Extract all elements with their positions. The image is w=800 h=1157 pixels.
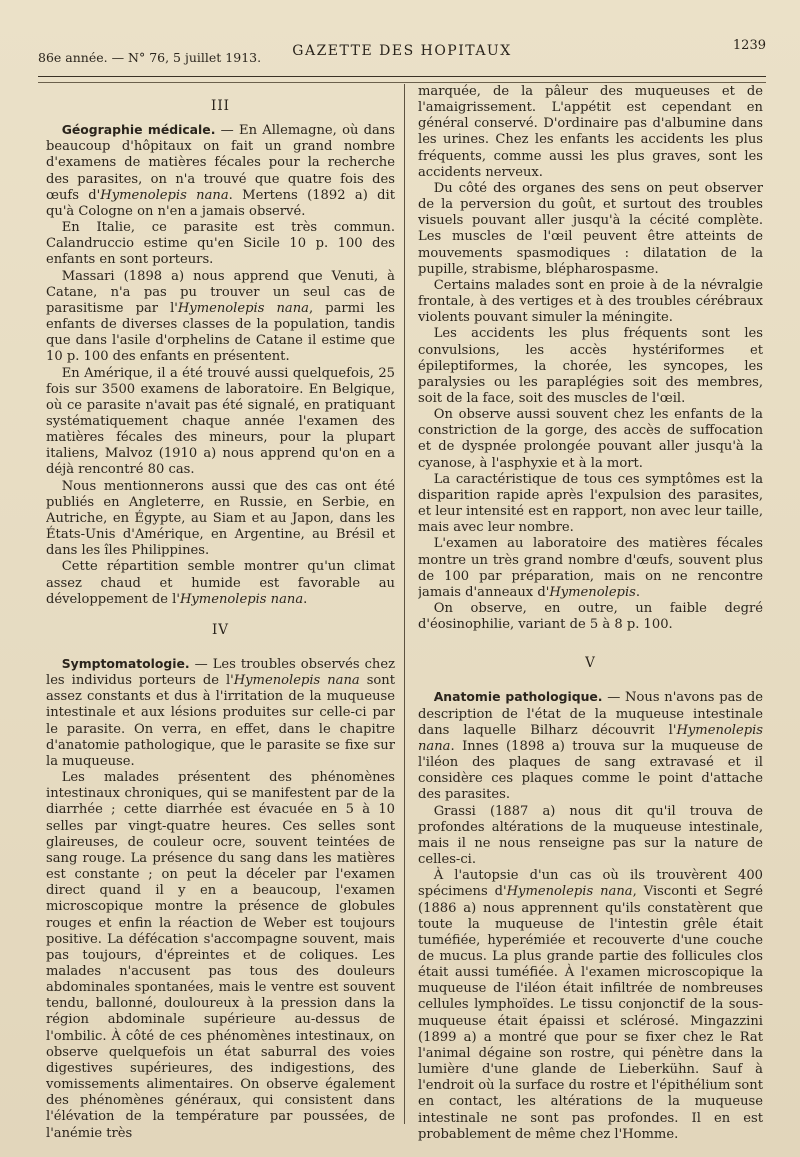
column-divider [404, 84, 405, 1124]
section-heading-iv: IV [211, 621, 230, 638]
paragraph: Du côté des organes des sens on peut observer de la perversion du goût, et surtout des troubles visuels pouvant aller jusqu'à la cécité complète. Les muscles de l'œil peuvent être atteints de mouvements spasmodiques : dilatation de la pupille, strabisme, blépharospasme. [418, 180, 763, 277]
page-number: 1239 [732, 38, 766, 53]
paragraph: On observe aussi souvent chez les enfants de la constriction de la gorge, des accès de suffocation et de dyspnée prolongée pouvant aller jusqu'à la cyanose, à l'asphyxie et à la mort. [418, 407, 763, 471]
section-lead-symptomatologie: Symptomatologie. [61, 656, 190, 671]
section-lead-geographie: Géographie médicale. [61, 122, 216, 138]
section-lead-anatomie: Anatomie pathologique. [433, 689, 603, 705]
paragraph: La caractéristique de tous ces symptômes est la disparition rapide après l'expulsion des parasites, et leur intensité est en rapport, non avec leur taille, mais avec leur nombre. [418, 471, 763, 536]
left-column [46, 84, 395, 1154]
paragraph: Anatomie pathologique. — Nous n'avons pas de description de l'état de la muqueuse intestinale dans laquelle Bilharz découvrit l'Hymenolepis nana. Innes (1898 a) trouva sur la muqueuse de l'iléon des plaques de sang extravasé et il considère ces plaques comme le point d'attache des parasites. [418, 689, 763, 803]
paragraph: Massari (1898 a) nous apprend que Venuti, à Catane, n'a pas pu trouver un seul cas de parasitisme par l'Hymenolepis nana, parmi les enfants de diverses classes de la population, tandis que dans l'asile d'orphelins de Catane il estime que 10 p. 100 des enfants en présentent. [46, 268, 395, 365]
paragraph: L'examen au laboratoire des matières fécales montre un très grand nombre d'œufs, souvent plus de 100 par préparation, mais on ne rencontre jamais d'anneaux d'Hymenolepis. [418, 536, 763, 600]
running-header [38, 38, 766, 77]
paragraph: Nous mentionnerons aussi que des cas ont été publiés en Angleterre, en Russie, en Serbie, en Autriche, en Égypte, au Siam et au Japon, dans les États-Unis d'Amérique, en Argentine, au Brésil et dans les îles Philippines. [46, 478, 395, 559]
issue-info: 86e année. — N° 76, 5 juillet 1913. [38, 50, 262, 65]
paragraph: À l'autopsie d'un cas où ils trouvèrent 400 spécimens d'Hymenolepis nana, Visconti et Segré (1886 a) nous apprennent qu'ils constatèrent que toute la muqueuse de l'intestin grêle était tuméfiée, hyperémiée et recouverte d'une couche de mucus. La plus grande partie des follicules clos était aussi tuméfiée. À l'examen microscopique la muqueuse de l'iléon était infiltrée de nombreuses cellules lymphoïdes. Le tissu conjonctif de la sous-muqueuse était épaissi et sclérosé. Mingazzini (1899 a) a montré que pour se fixer chez le Rat l'animal dégaine son rostre, qui pénètre dans la lumière d'une glande de Lieberkühn. Sauf à l'endroit où la surface du rostre et l'épithélium sont en contact, les altérations de la muqueuse intestinale ne sont pas profondes. Il en est probablement de même chez l'Homme. [418, 868, 763, 1142]
section-heading-iii: III [211, 98, 230, 114]
paragraph: Symptomatologie. — Les troubles observés chez les individus porteurs de l'Hymenolepis nana sont assez constants et dus à l'irritation de la muqueuse intestinale et aux lésions produites sur celle-ci par le parasite. On verra, en effet, dans le chapitre d'anatomie pathologique, que le parasite se fixe sur la muqueuse. [46, 656, 395, 769]
paragraph: Certains malades sont en proie à de la névralgie frontale, à des vertiges et à des troubles cérébraux violents pouvant simuler la méningite. [418, 277, 763, 326]
paragraph: En Italie, ce parasite est très commun. Calandruccio estime qu'en Sicile 10 p. 100 des enfants en sont porteurs. [46, 220, 395, 268]
section-heading-v: V [585, 655, 596, 672]
paragraph: En Amérique, il a été trouvé aussi quelquefois, 25 fois sur 3500 examens de laboratoire. En Belgique, où ce parasite n'avait pas été signalé, en pratiquant systématiquement chaque année l'examen des matières fécales des mineurs, pour la plupart italiens, Malvoz (1910 a) nous apprend qu'on en a déjà rencontré 80 cas. [46, 365, 395, 478]
paragraph: Les accidents les plus fréquents sont les convulsions, les accès hystériformes et épileptiformes, la chorée, les syncopes, les paralysies ou les paraplégies soit des membres, soit de la face, soit des muscles de l'œil. [418, 326, 763, 406]
paragraph: marquée, de la pâleur des muqueuses et de l'amaigrissement. L'appétit est cependant en général conservé. D'ordinaire pas d'albumine dans les urines. Chez les enfants les accidents les plus fréquents, comme aussi les plus graves, sont les accidents nerveux. [418, 84, 763, 180]
paragraph: Grassi (1887 a) nous dit qu'il trouva de profondes altérations de la muqueuse intestinale, mais il ne nous renseigne pas sur la nature de celles-ci. [418, 803, 763, 868]
paragraph: Les malades présentent des phénomènes intestinaux chroniques, qui se manifestent par de la diarrhée ; cette diarrhée est évacuée en 5 à 10 selles par vingt-quatre heures. Ces selles sont glaireuses, de couleur ocre, souvent teintées de sang rouge. La présence du sang dans les matières est constante ; on peut la déceler par l'examen direct quand il y en a beaucoup, l'examen microscopique montre la présence de globules rouges et enfin la réaction de Weber est toujours positive. La défécation s'accompagne souvent, mais pas toujours, d'épreintes et de coliques. Les malades n'accusent pas tous des douleurs abdominales spontanées, mais le ventre est souvent tendu, ballonné, douloureux à la pression dans la région abdominale supérieure au-dessus de l'ombilic. À côté de ces phénomènes intestinaux, on observe quelquefois un état saburral des voies digestives supérieures, des indigestions, des vomissements alimentaires. On observe également des phénomènes généraux, qui consistent dans l'élévation de la température par poussées, de l'anémie très [46, 770, 395, 1141]
paragraph: Cette répartition semble montrer qu'un climat assez chaud et humide est favorable au développement de l'Hymenolepis nana. [46, 559, 395, 607]
journal-title: GAZETTE DES HOPITAUX [292, 43, 512, 59]
paragraph: Géographie médicale. — En Allemagne, où dans beaucoup d'hôpitaux on fait un grand nombre d'examens de matières fécales pour la recherche des parasites, on n'a trouvé que quatre fois des œufs d'Hymenolepis nana. Mertens (1892 a) dit qu'à Cologne on n'en a jamais observé. [46, 122, 395, 219]
header-rule [38, 82, 766, 83]
paragraph: On observe, en outre, un faible degré d'éosinophilie, variant de 5 à 8 p. 100. [418, 601, 763, 633]
right-column [418, 84, 763, 1154]
